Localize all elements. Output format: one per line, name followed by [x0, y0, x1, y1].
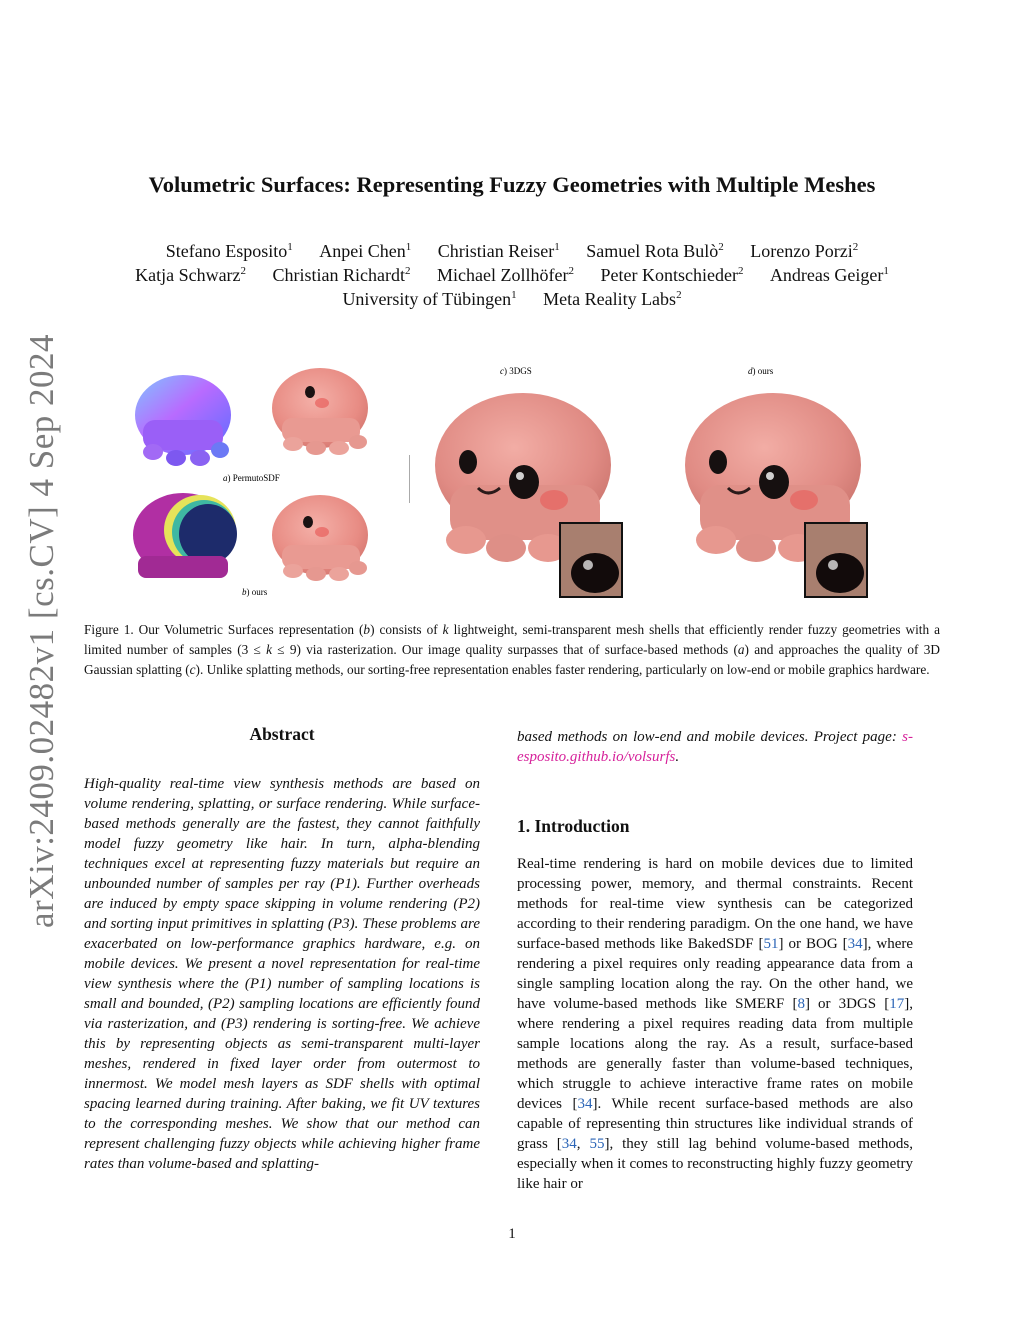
- author: Samuel Rota Bulò$^2$: [586, 241, 724, 261]
- mesh-shells-octopus: [133, 493, 237, 578]
- figure-divider: [409, 455, 410, 503]
- author: Lorenzo Porzi$^2$: [750, 241, 859, 261]
- affiliation: University of Tübingen$^1$: [342, 289, 517, 309]
- normal-map-octopus: [135, 375, 231, 466]
- author: Stefano Esposito$^1$: [165, 241, 293, 261]
- project-page-link[interactable]: s-esposito.github.io/volsurfs: [517, 729, 913, 765]
- author-row-1: [40, 240, 984, 263]
- citation-link[interactable]: 8: [797, 996, 805, 1012]
- author: Peter Kontschieder$^2$: [600, 265, 744, 285]
- introduction-body: Real-time rendering is hard on mobile devices due to limited processing power, memory, and thermal constraints. Recent methods for real-time view synthesis can be categorized according to their rendering paradigm. On the one hand, we have surface-based methods like BakedSDF [51] or BOG [34], where rendering a pixel requires only reading appearance data from a single sampling location along the ray. On the other hand, we have volume-based methods like SMERF [8] or 3DGS [17], where rendering a pixel requires reading data from multiple sample locations along the ray. As a result, surface-based methods are generally faster than volume-based techniques, which struggle to achieve interactive frame rates on mobile devices [34]. While recent surface-based methods are also capable of representing thin structures like individual strands of grass [34, 55], they still lag behind volume-based methods, especially when it comes to reconstructing highly fuzzy geometry like hair or: [517, 856, 914, 1192]
- author: Anpei Chen$^1$: [319, 241, 412, 261]
- citation-link[interactable]: 34: [561, 1136, 577, 1152]
- paper-title: Volumetric Surfaces: Representing Fuzzy Geometries with Multiple Meshes: [148, 172, 876, 197]
- affiliation: Meta Reality Labs$^2$: [543, 289, 682, 309]
- author: Andreas Geiger$^1$: [769, 265, 889, 285]
- citation-link[interactable]: 51: [763, 936, 779, 952]
- ours-zoom-eye: [816, 553, 864, 593]
- permutosdf-render-octopus: [272, 368, 368, 455]
- page-number: 1: [508, 1226, 516, 1242]
- citation-link[interactable]: 34: [577, 1096, 593, 1112]
- author: Michael Zollhöfer$^2$: [437, 265, 574, 285]
- citation-link[interactable]: 17: [889, 996, 905, 1012]
- author-row-2: [40, 264, 984, 287]
- figure-caption: Figure 1. Our Volumetric Surfaces representation (b) consists of k lightweight, semi-transparent mesh shells that efficiently render fuzzy geometries with a limited number of samples (3 ≤ k ≤ 9) via rasterization. Our image quality surpasses that of surface-based methods (a) and approaches the quality of 3D Gaussian splatting (c). Unlike splatting methods, our sorting-free representation enables faster rendering, particularly on low-end or mobile graphics hardware.: [84, 622, 941, 677]
- affiliations: [40, 288, 984, 311]
- label-d: d) ours: [748, 366, 774, 376]
- introduction-heading: 1. Introduction: [517, 816, 630, 836]
- author: Christian Richardt$^2$: [272, 265, 411, 285]
- citation-link[interactable]: 55: [589, 1136, 605, 1152]
- abstract-body: High-quality real-time view synthesis methods are based on volume rendering, splatting, or surface rendering. While surface-based methods generally are the fastest, they cannot faithfully model fuzzy geometry like hair. In turn, alpha-blending techniques excel at representing fuzzy materials but require an unbounded number of samples per ray (P1). Further overheads are induced by empty space skipping in volume rendering (P2) and sorting input primitives in splatting (P3). These problems are exacerbated on low-performance graphics hardware, e.g. on mobile devices. We present a novel representation for real-time view synthesis where the (P1) number of sampling locations is small and bounded, (P2) sampling locations are efficiently found via rasterization, and (P3) rendering is sorting-free. We achieve this by representing objects as semi-transparent multi-layer meshes, rendered in fixed layer order from outermost to innermost. We model mesh layers as SDF shells with optimal spacing learned during training. After baking, we fit UV textures to the corresponding meshes. We show that our method can represent challenging fuzzy objects while achieving higher frame rates than volume-based and splatting-: [84, 776, 480, 1172]
- label-a: a) PermutoSDF: [223, 473, 280, 483]
- abstract-heading: Abstract: [249, 724, 315, 744]
- citation-link[interactable]: 34: [847, 936, 863, 952]
- author: Katja Schwarz$^2$: [135, 265, 247, 285]
- author: Christian Reiser$^1$: [437, 241, 560, 261]
- 3dgs-zoom-eye: [571, 553, 619, 593]
- abstract-continuation: based methods on low-end and mobile devices. Project page: s-esposito.github.io/volsurfs.: [517, 729, 913, 765]
- figure-1: [128, 360, 928, 600]
- label-c: c) 3DGS: [500, 366, 532, 376]
- label-b: b) ours: [242, 587, 268, 597]
- arxiv-stamp: arXiv:2409.02482v1 [cs.CV] 4 Sep 2024: [22, 333, 61, 928]
- ours-render-small-octopus: [272, 495, 368, 581]
